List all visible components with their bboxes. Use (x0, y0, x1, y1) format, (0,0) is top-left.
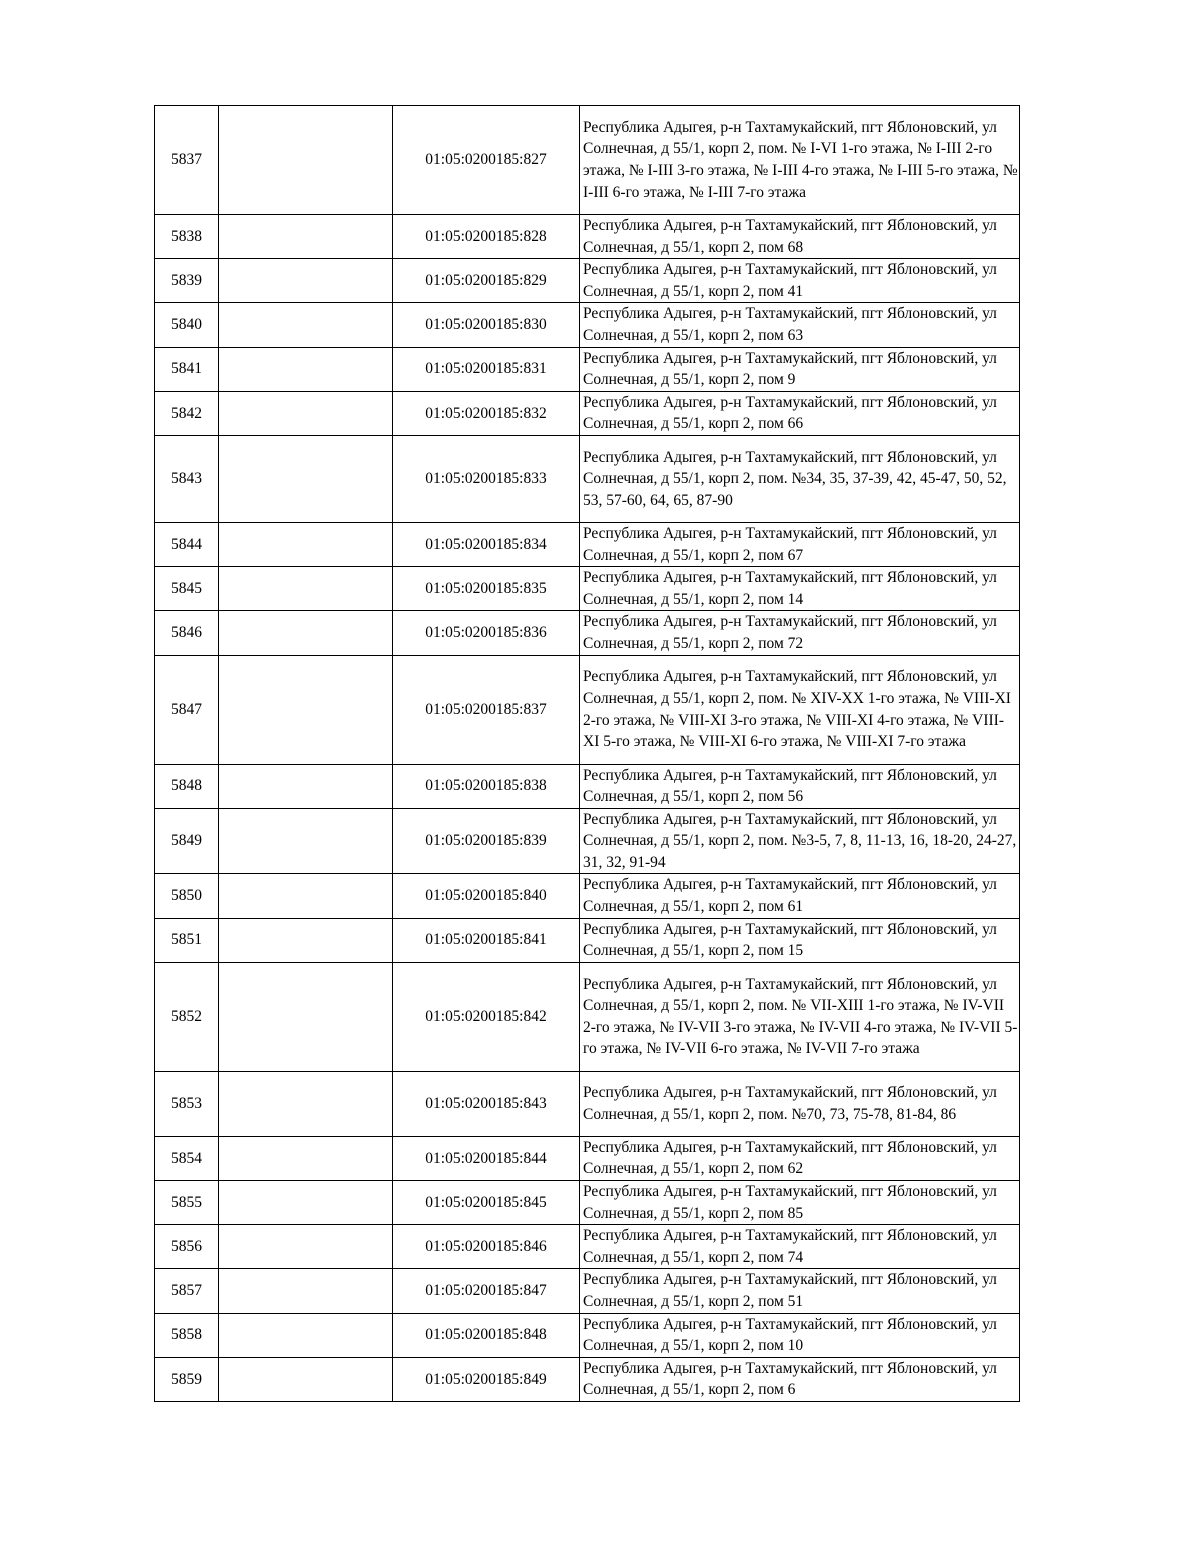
table-row (155, 1181, 1020, 1225)
cadastral-number: 01:05:0200185:831 (393, 347, 580, 391)
cadastral-number: 01:05:0200185:838 (393, 764, 580, 808)
row-number: 5844 (155, 522, 219, 566)
row-number: 5840 (155, 303, 219, 347)
row-number: 5852 (155, 962, 219, 1071)
cadastral-number: 01:05:0200185:829 (393, 259, 580, 303)
cadastral-number: 01:05:0200185:836 (393, 611, 580, 655)
empty-cell (219, 611, 393, 655)
empty-cell (219, 874, 393, 918)
table-row (155, 1071, 1020, 1136)
address-cell: Республика Адыгея, р-н Тахтамукайский, пгт Яблоновский, ул Солнечная, д 55/1, корп 2, пом. №34, 35, 37-39, 42, 45-47, 50, 52, 53, 57-60, 64, 65, 87-90 (580, 435, 1020, 522)
row-number: 5847 (155, 655, 219, 764)
table-row (155, 611, 1020, 655)
row-number: 5849 (155, 808, 219, 874)
row-number: 5837 (155, 106, 219, 215)
address-cell: Республика Адыгея, р-н Тахтамукайский, пгт Яблоновский, ул Солнечная, д 55/1, корп 2, пом 14 (580, 567, 1020, 611)
address-cell: Республика Адыгея, р-н Тахтамукайский, пгт Яблоновский, ул Солнечная, д 55/1, корп 2, пом. №3-5, 7, 8, 11-13, 16, 18-20, 24-27, 31, 32, 91-94 (580, 808, 1020, 874)
empty-cell (219, 303, 393, 347)
row-number: 5848 (155, 764, 219, 808)
empty-cell (219, 808, 393, 874)
table-row (155, 962, 1020, 1071)
address-cell: Республика Адыгея, р-н Тахтамукайский, пгт Яблоновский, ул Солнечная, д 55/1, корп 2, пом 63 (580, 303, 1020, 347)
empty-cell (219, 106, 393, 215)
row-number: 5853 (155, 1071, 219, 1136)
row-number: 5858 (155, 1313, 219, 1357)
row-number: 5851 (155, 918, 219, 962)
row-number: 5838 (155, 215, 219, 259)
table-row (155, 435, 1020, 522)
table-row (155, 106, 1020, 215)
table-row (155, 874, 1020, 918)
empty-cell (219, 1313, 393, 1357)
address-cell: Республика Адыгея, р-н Тахтамукайский, пгт Яблоновский, ул Солнечная, д 55/1, корп 2, пом 51 (580, 1269, 1020, 1313)
row-number: 5843 (155, 435, 219, 522)
cadastral-number: 01:05:0200185:844 (393, 1136, 580, 1180)
address-cell: Республика Адыгея, р-н Тахтамукайский, пгт Яблоновский, ул Солнечная, д 55/1, корп 2, пом 6 (580, 1357, 1020, 1401)
row-number: 5845 (155, 567, 219, 611)
empty-cell (219, 1269, 393, 1313)
property-table (154, 105, 1020, 1402)
address-cell: Республика Адыгея, р-н Тахтамукайский, пгт Яблоновский, ул Солнечная, д 55/1, корп 2, пом 61 (580, 874, 1020, 918)
empty-cell (219, 567, 393, 611)
table-row (155, 764, 1020, 808)
empty-cell (219, 1225, 393, 1269)
cadastral-number: 01:05:0200185:837 (393, 655, 580, 764)
cadastral-number: 01:05:0200185:840 (393, 874, 580, 918)
address-cell: Республика Адыгея, р-н Тахтамукайский, пгт Яблоновский, ул Солнечная, д 55/1, корп 2, пом 62 (580, 1136, 1020, 1180)
cadastral-number: 01:05:0200185:846 (393, 1225, 580, 1269)
row-number: 5857 (155, 1269, 219, 1313)
address-cell: Республика Адыгея, р-н Тахтамукайский, пгт Яблоновский, ул Солнечная, д 55/1, корп 2, пом 66 (580, 391, 1020, 435)
row-number: 5856 (155, 1225, 219, 1269)
row-number: 5841 (155, 347, 219, 391)
cadastral-number: 01:05:0200185:843 (393, 1071, 580, 1136)
row-number: 5854 (155, 1136, 219, 1180)
table-row (155, 391, 1020, 435)
cadastral-number: 01:05:0200185:830 (393, 303, 580, 347)
address-cell: Республика Адыгея, р-н Тахтамукайский, пгт Яблоновский, ул Солнечная, д 55/1, корп 2, пом 9 (580, 347, 1020, 391)
empty-cell (219, 391, 393, 435)
cadastral-number: 01:05:0200185:839 (393, 808, 580, 874)
empty-cell (219, 435, 393, 522)
address-cell: Республика Адыгея, р-н Тахтамукайский, пгт Яблоновский, ул Солнечная, д 55/1, корп 2, пом 41 (580, 259, 1020, 303)
empty-cell (219, 522, 393, 566)
table-row (155, 1313, 1020, 1357)
cadastral-number: 01:05:0200185:847 (393, 1269, 580, 1313)
cadastral-number: 01:05:0200185:833 (393, 435, 580, 522)
cadastral-number: 01:05:0200185:845 (393, 1181, 580, 1225)
address-cell: Республика Адыгея, р-н Тахтамукайский, пгт Яблоновский, ул Солнечная, д 55/1, корп 2, пом 68 (580, 215, 1020, 259)
address-cell: Республика Адыгея, р-н Тахтамукайский, пгт Яблоновский, ул Солнечная, д 55/1, корп 2, пом. №70, 73, 75-78, 81-84, 86 (580, 1071, 1020, 1136)
table-row (155, 567, 1020, 611)
address-cell: Республика Адыгея, р-н Тахтамукайский, пгт Яблоновский, ул Солнечная, д 55/1, корп 2, пом 56 (580, 764, 1020, 808)
empty-cell (219, 1357, 393, 1401)
table-row (155, 808, 1020, 874)
row-number: 5859 (155, 1357, 219, 1401)
table-row (155, 1269, 1020, 1313)
row-number: 5839 (155, 259, 219, 303)
row-number: 5855 (155, 1181, 219, 1225)
empty-cell (219, 764, 393, 808)
address-cell: Республика Адыгея, р-н Тахтамукайский, пгт Яблоновский, ул Солнечная, д 55/1, корп 2, пом. № XIV-XX 1-го этажа, № VIII-XI 2-го этажа, № VIII-XI 3-го этажа, № VIII-XI 4-го этажа, № VIII-XI 5-го этажа, № VIII-XI 6-го этажа, № VIII-XI 7-го этажа (580, 655, 1020, 764)
table-body (155, 106, 1020, 1402)
row-number: 5850 (155, 874, 219, 918)
cadastral-number: 01:05:0200185:841 (393, 918, 580, 962)
empty-cell (219, 962, 393, 1071)
cadastral-number: 01:05:0200185:848 (393, 1313, 580, 1357)
row-number: 5846 (155, 611, 219, 655)
empty-cell (219, 1181, 393, 1225)
cadastral-number: 01:05:0200185:835 (393, 567, 580, 611)
empty-cell (219, 347, 393, 391)
cadastral-number: 01:05:0200185:834 (393, 522, 580, 566)
empty-cell (219, 259, 393, 303)
table-row (155, 522, 1020, 566)
table-row (155, 347, 1020, 391)
table-row (155, 1357, 1020, 1401)
table-row (155, 1136, 1020, 1180)
cadastral-number: 01:05:0200185:842 (393, 962, 580, 1071)
address-cell: Республика Адыгея, р-н Тахтамукайский, пгт Яблоновский, ул Солнечная, д 55/1, корп 2, пом. № VII-XIII 1-го этажа, № IV-VII 2-го этажа, № IV-VII 3-го этажа, № IV-VII 4-го этажа, № IV-VII 5-го этажа, № IV-VII 6-го этажа, № IV-VII 7-го этажа (580, 962, 1020, 1071)
cadastral-number: 01:05:0200185:832 (393, 391, 580, 435)
table-row (155, 655, 1020, 764)
empty-cell (219, 1071, 393, 1136)
address-cell: Республика Адыгея, р-н Тахтамукайский, пгт Яблоновский, ул Солнечная, д 55/1, корп 2, пом 85 (580, 1181, 1020, 1225)
empty-cell (219, 655, 393, 764)
table-row (155, 215, 1020, 259)
address-cell: Республика Адыгея, р-н Тахтамукайский, пгт Яблоновский, ул Солнечная, д 55/1, корп 2, пом 10 (580, 1313, 1020, 1357)
table-row (155, 259, 1020, 303)
table-row (155, 303, 1020, 347)
empty-cell (219, 1136, 393, 1180)
address-cell: Республика Адыгея, р-н Тахтамукайский, пгт Яблоновский, ул Солнечная, д 55/1, корп 2, пом 15 (580, 918, 1020, 962)
cadastral-number: 01:05:0200185:828 (393, 215, 580, 259)
empty-cell (219, 215, 393, 259)
table-row (155, 918, 1020, 962)
table-row (155, 1225, 1020, 1269)
address-cell: Республика Адыгея, р-н Тахтамукайский, пгт Яблоновский, ул Солнечная, д 55/1, корп 2, пом 72 (580, 611, 1020, 655)
address-cell: Республика Адыгея, р-н Тахтамукайский, пгт Яблоновский, ул Солнечная, д 55/1, корп 2, пом 67 (580, 522, 1020, 566)
cadastral-number: 01:05:0200185:827 (393, 106, 580, 215)
cadastral-number: 01:05:0200185:849 (393, 1357, 580, 1401)
row-number: 5842 (155, 391, 219, 435)
address-cell: Республика Адыгея, р-н Тахтамукайский, пгт Яблоновский, ул Солнечная, д 55/1, корп 2, пом. № I-VI 1-го этажа, № I-III 2-го этажа, № I-III 3-го этажа, № I-III 4-го этажа, № I-III 5-го этажа, № I-III 6-го этажа, № I-III 7-го этажа (580, 106, 1020, 215)
address-cell: Республика Адыгея, р-н Тахтамукайский, пгт Яблоновский, ул Солнечная, д 55/1, корп 2, пом 74 (580, 1225, 1020, 1269)
empty-cell (219, 918, 393, 962)
